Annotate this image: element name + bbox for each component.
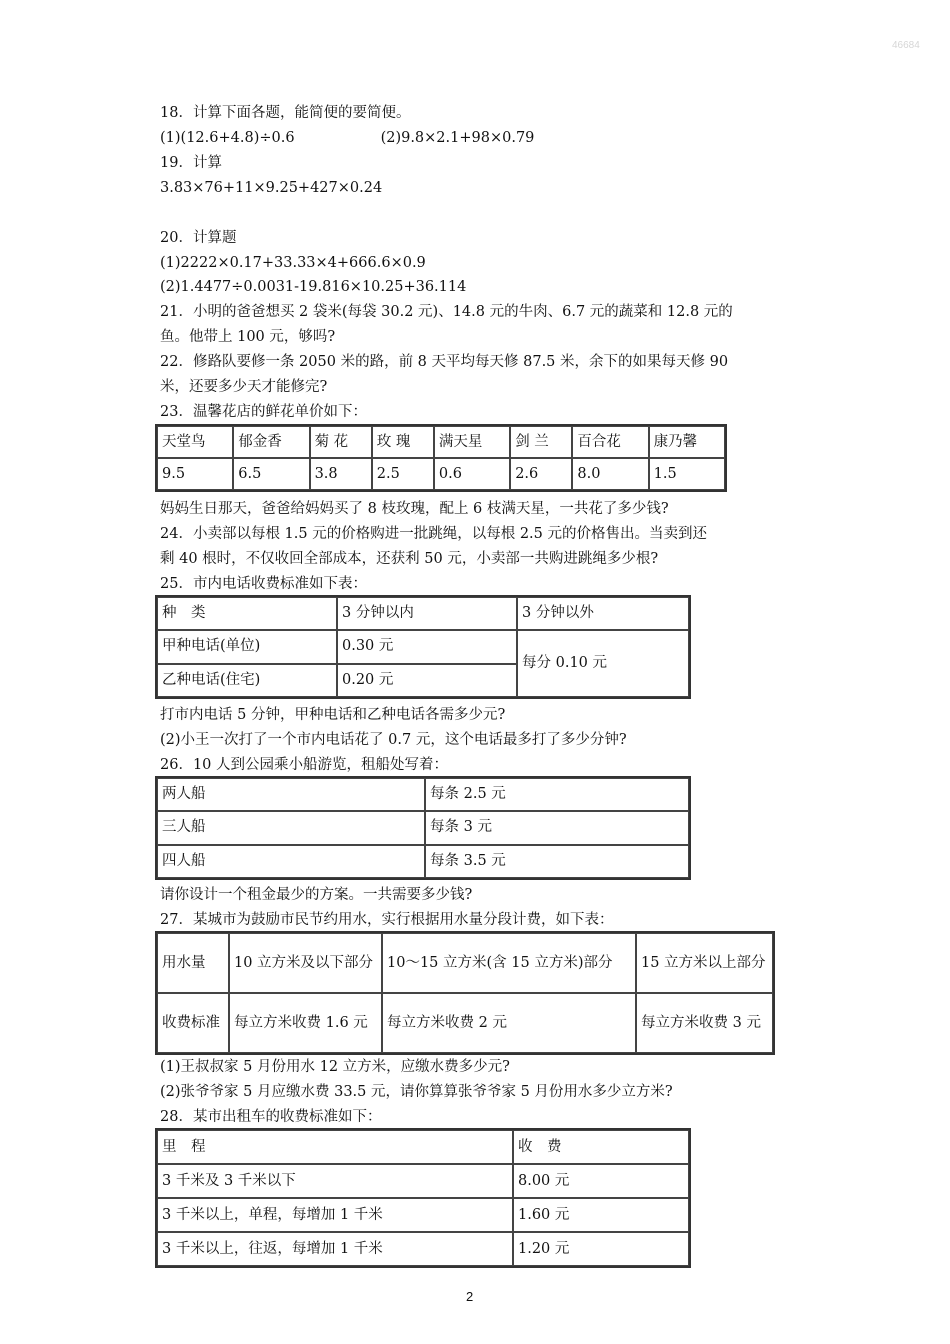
table-cell: 3 千米以上，单程，每增加 1 千米 xyxy=(157,1198,513,1232)
q25-question2: (2)小王一次打了一个市内电话花了 0.7 元，这个电话最多打了多少分钟? xyxy=(160,732,627,748)
table-cell: 3 千米及 3 千米以下 xyxy=(157,1164,513,1198)
table-cell: 3 千米以上，往返，每增加 1 千米 xyxy=(157,1232,513,1266)
table-cell: 每条 2.5 元 xyxy=(425,778,689,811)
q23-title: 23．温馨花店的鲜花单价如下： xyxy=(160,404,367,420)
table-header: 用水量 xyxy=(157,933,229,993)
table-cell: 玫 瑰 xyxy=(372,426,434,458)
q20-part1: (1)2222×0.17+33.33×4+666.6×0.9 xyxy=(160,255,426,271)
q28-title: 28．某市出租车的收费标准如下： xyxy=(160,1109,382,1125)
q27-title: 27．某城市为鼓励市民节约用水，实行根据用水量分段计费，如下表： xyxy=(160,912,614,928)
q27-question1: (1)王叔叔家 5 月份用水 12 立方米，应缴水费多少元? xyxy=(160,1059,510,1075)
table-cell: 2.5 xyxy=(372,458,434,490)
flower-price-row xyxy=(157,458,725,490)
table-header: 种 类 xyxy=(157,597,337,630)
taxi-fee-table xyxy=(155,1128,691,1268)
table-cell-merged: 每分 0.10 元 xyxy=(517,630,689,697)
table-cell: 三人船 xyxy=(157,811,425,844)
q19-expr: 3.83×76+11×9.25+427×0.24 xyxy=(160,180,383,196)
table-cell: 两人船 xyxy=(157,778,425,811)
table-cell: 甲种电话(单位) xyxy=(157,630,337,663)
q26-title: 26．10 人到公园乘小船游览，租船处写着： xyxy=(160,757,449,773)
table-cell: 1.20 元 xyxy=(513,1232,689,1266)
table-cell: 每条 3 元 xyxy=(425,811,689,844)
table-cell: 3.8 xyxy=(310,458,372,490)
table-cell: 百合花 xyxy=(572,426,648,458)
table-cell: 郁金香 xyxy=(233,426,309,458)
q24-line2: 剩 40 根时，不仅收回全部成本，还获利 50 元，小卖部一共购进跳绳多少根? xyxy=(160,551,659,567)
table-cell: 康乃馨 xyxy=(649,426,725,458)
q19-title: 19．计算 xyxy=(160,155,222,171)
q18-part1: (1)(12.6+4.8)÷0.6 xyxy=(160,130,295,146)
table-cell: 天堂鸟 xyxy=(157,426,233,458)
page-number: 2 xyxy=(466,1289,474,1304)
water-fee-table xyxy=(155,931,775,1055)
q22-line2: 米，还要多少天才能修完? xyxy=(160,379,328,395)
table-cell: 剑 兰 xyxy=(510,426,572,458)
table-cell: 每立方米收费 1.6 元 xyxy=(229,993,382,1053)
q20-part2: (2)1.4477÷0.0031-19.816×10.25+36.114 xyxy=(160,279,467,295)
table-cell: 收费标准 xyxy=(157,993,229,1053)
q20-title: 20．计算题 xyxy=(160,230,237,246)
table-cell: 0.20 元 xyxy=(337,664,517,697)
q25-title: 25．市内电话收费标准如下表： xyxy=(160,576,367,592)
q21-line2: 鱼。他带上 100 元，够吗? xyxy=(160,329,336,345)
q27-question2: (2)张爷爷家 5 月应缴水费 33.5 元，请你算算张爷爷家 5 月份用水多少立方米? xyxy=(160,1084,673,1100)
table-cell: 每条 3.5 元 xyxy=(425,845,689,878)
table-cell: 8.0 xyxy=(572,458,648,490)
boat-rental-table xyxy=(155,776,691,880)
table-header: 10～15 立方米(含 15 立方米)部分 xyxy=(382,933,636,993)
table-header: 收 费 xyxy=(513,1130,689,1164)
table-cell: 0.30 元 xyxy=(337,630,517,663)
q18-part2: (2)9.8×2.1+98×0.79 xyxy=(380,130,535,146)
flower-price-table xyxy=(155,424,727,492)
table-header: 3 分钟以内 xyxy=(337,597,517,630)
table-cell: 8.00 元 xyxy=(513,1164,689,1198)
q24-line1: 24．小卖部以每根 1.5 元的价格购进一批跳绳，以每根 2.5 元的价格售出。当卖到还 xyxy=(160,526,708,542)
table-cell: 9.5 xyxy=(157,458,233,490)
flower-name-row xyxy=(157,426,725,458)
table-cell: 每立方米收费 2 元 xyxy=(382,993,636,1053)
corner-mark: 46684 xyxy=(892,40,920,51)
table-cell: 每立方米收费 3 元 xyxy=(636,993,773,1053)
q21-line1: 21．小明的爸爸想买 2 袋米(每袋 30.2 元)、14.8 元的牛肉、6.7 元的蔬菜和 12.8 元的 xyxy=(160,304,733,320)
table-cell: 四人船 xyxy=(157,845,425,878)
q26-question: 请你设计一个租金最少的方案。一共需要多少钱? xyxy=(160,887,473,903)
table-header: 里 程 xyxy=(157,1130,513,1164)
table-cell: 菊 花 xyxy=(310,426,372,458)
table-header: 3 分钟以外 xyxy=(517,597,689,630)
q18-title: 18．计算下面各题，能简便的要简便。 xyxy=(160,105,411,121)
table-cell: 满天星 xyxy=(434,426,510,458)
q25-question1: 打市内电话 5 分钟，甲种电话和乙种电话各需多少元? xyxy=(160,707,506,723)
table-cell: 1.60 元 xyxy=(513,1198,689,1232)
table-cell: 乙种电话(住宅) xyxy=(157,664,337,697)
table-cell: 6.5 xyxy=(233,458,309,490)
q23-question: 妈妈生日那天，爸爸给妈妈买了 8 枝玫瑰，配上 6 枝满天星，一共花了多少钱? xyxy=(160,501,669,517)
table-header: 15 立方米以上部分 xyxy=(636,933,773,993)
table-header: 10 立方米及以下部分 xyxy=(229,933,382,993)
q22-line1: 22．修路队要修一条 2050 米的路，前 8 天平均每天修 87.5 米，余下的如果每天修 90 xyxy=(160,354,729,370)
q18-parts xyxy=(160,128,534,148)
table-cell: 2.6 xyxy=(510,458,572,490)
phone-fee-table xyxy=(155,595,691,699)
table-cell: 1.5 xyxy=(649,458,725,490)
table-cell: 0.6 xyxy=(434,458,510,490)
